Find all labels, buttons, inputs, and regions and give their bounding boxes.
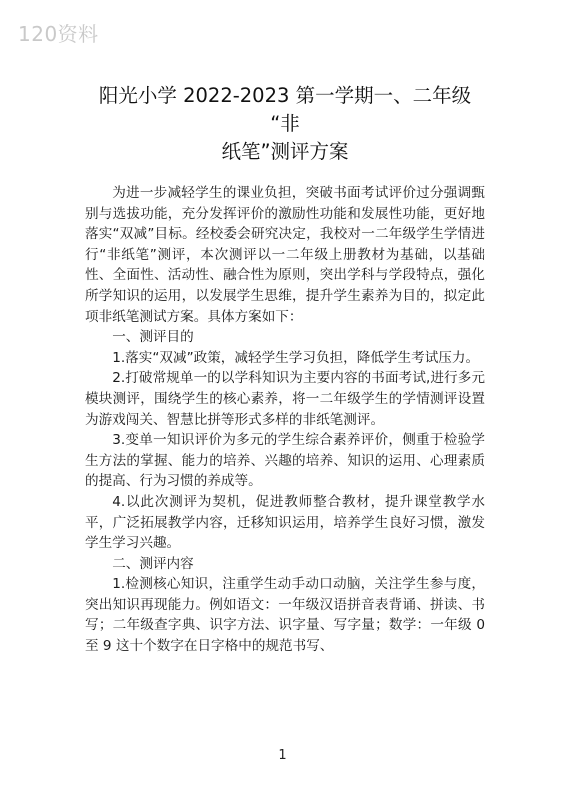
intro-paragraph: 为进一步减轻学生的课业负担，突破书面考试评价过分强调甄别与选拔功能，充分发挥评价的激励性功能和发展性功能，更好地落实“双减”目标。经校委会研究决定，我校对一二年级学生学情进行“非纸笔”测评，本次测评以一二年级上册教材为基础，以基础性、全面性、活动性、融合性为原则，突出学科与学段特点，强化所学知识的运用，以发展学生思维，提升学生素养为目的，拟定此项非纸笔测试方案。具体方案如下： [85, 185, 485, 325]
title-line-2: “非 [270, 112, 300, 135]
content-item-1: 1.检测核心知识，注重学生动手动口动脑，关注学生参与度，突出知识再现能力。例如语文：一年级汉语拼音表背诵、拼读、书写；二年级查字典、识字方法、识字量、写字量；数学：一年级 0 至 9 这十个数字在日字格中的规范书写、 [85, 576, 485, 655]
document-title [60, 82, 510, 166]
title-line-1: 阳光小学 2022-2023 第一学期一、二年级 [98, 84, 472, 107]
watermark: 120资料 [18, 22, 99, 46]
purpose-item-2: 2.打破常规单一的以学科知识为主要内容的书面考试,进行多元模块测评，围绕学生的核心素养，将一二年级学生的学情测评设置为游戏闯关、智慧比拼等形式多样的非纸笔测评。 [85, 370, 485, 428]
purpose-item-4: 4.以此次测评为契机，促进教师整合教材，提升课堂教学水平，广泛拓展教学内容，迁移知识运用，培养学生良好习惯，激发学生学习兴趣。 [85, 493, 485, 552]
purpose-item-3: 3.变单一知识评价为多元的学生综合素养评价，侧重于检验学生方法的掌握、能力的培养、兴趣的培养、知识的运用、心理素质的提高、行为习惯的养成等。 [85, 432, 485, 490]
page-number: 1 [278, 748, 287, 763]
purpose-item-1: 1.落实“双减”政策，减轻学生学习负担，降低学生考试压力。 [112, 349, 480, 366]
section-heading-content: 二、测评内容 [112, 555, 194, 572]
section-heading-purpose: 一、测评目的 [112, 329, 194, 346]
document-body [85, 183, 485, 657]
title-line-3: 纸笔”测评方案 [221, 140, 349, 163]
